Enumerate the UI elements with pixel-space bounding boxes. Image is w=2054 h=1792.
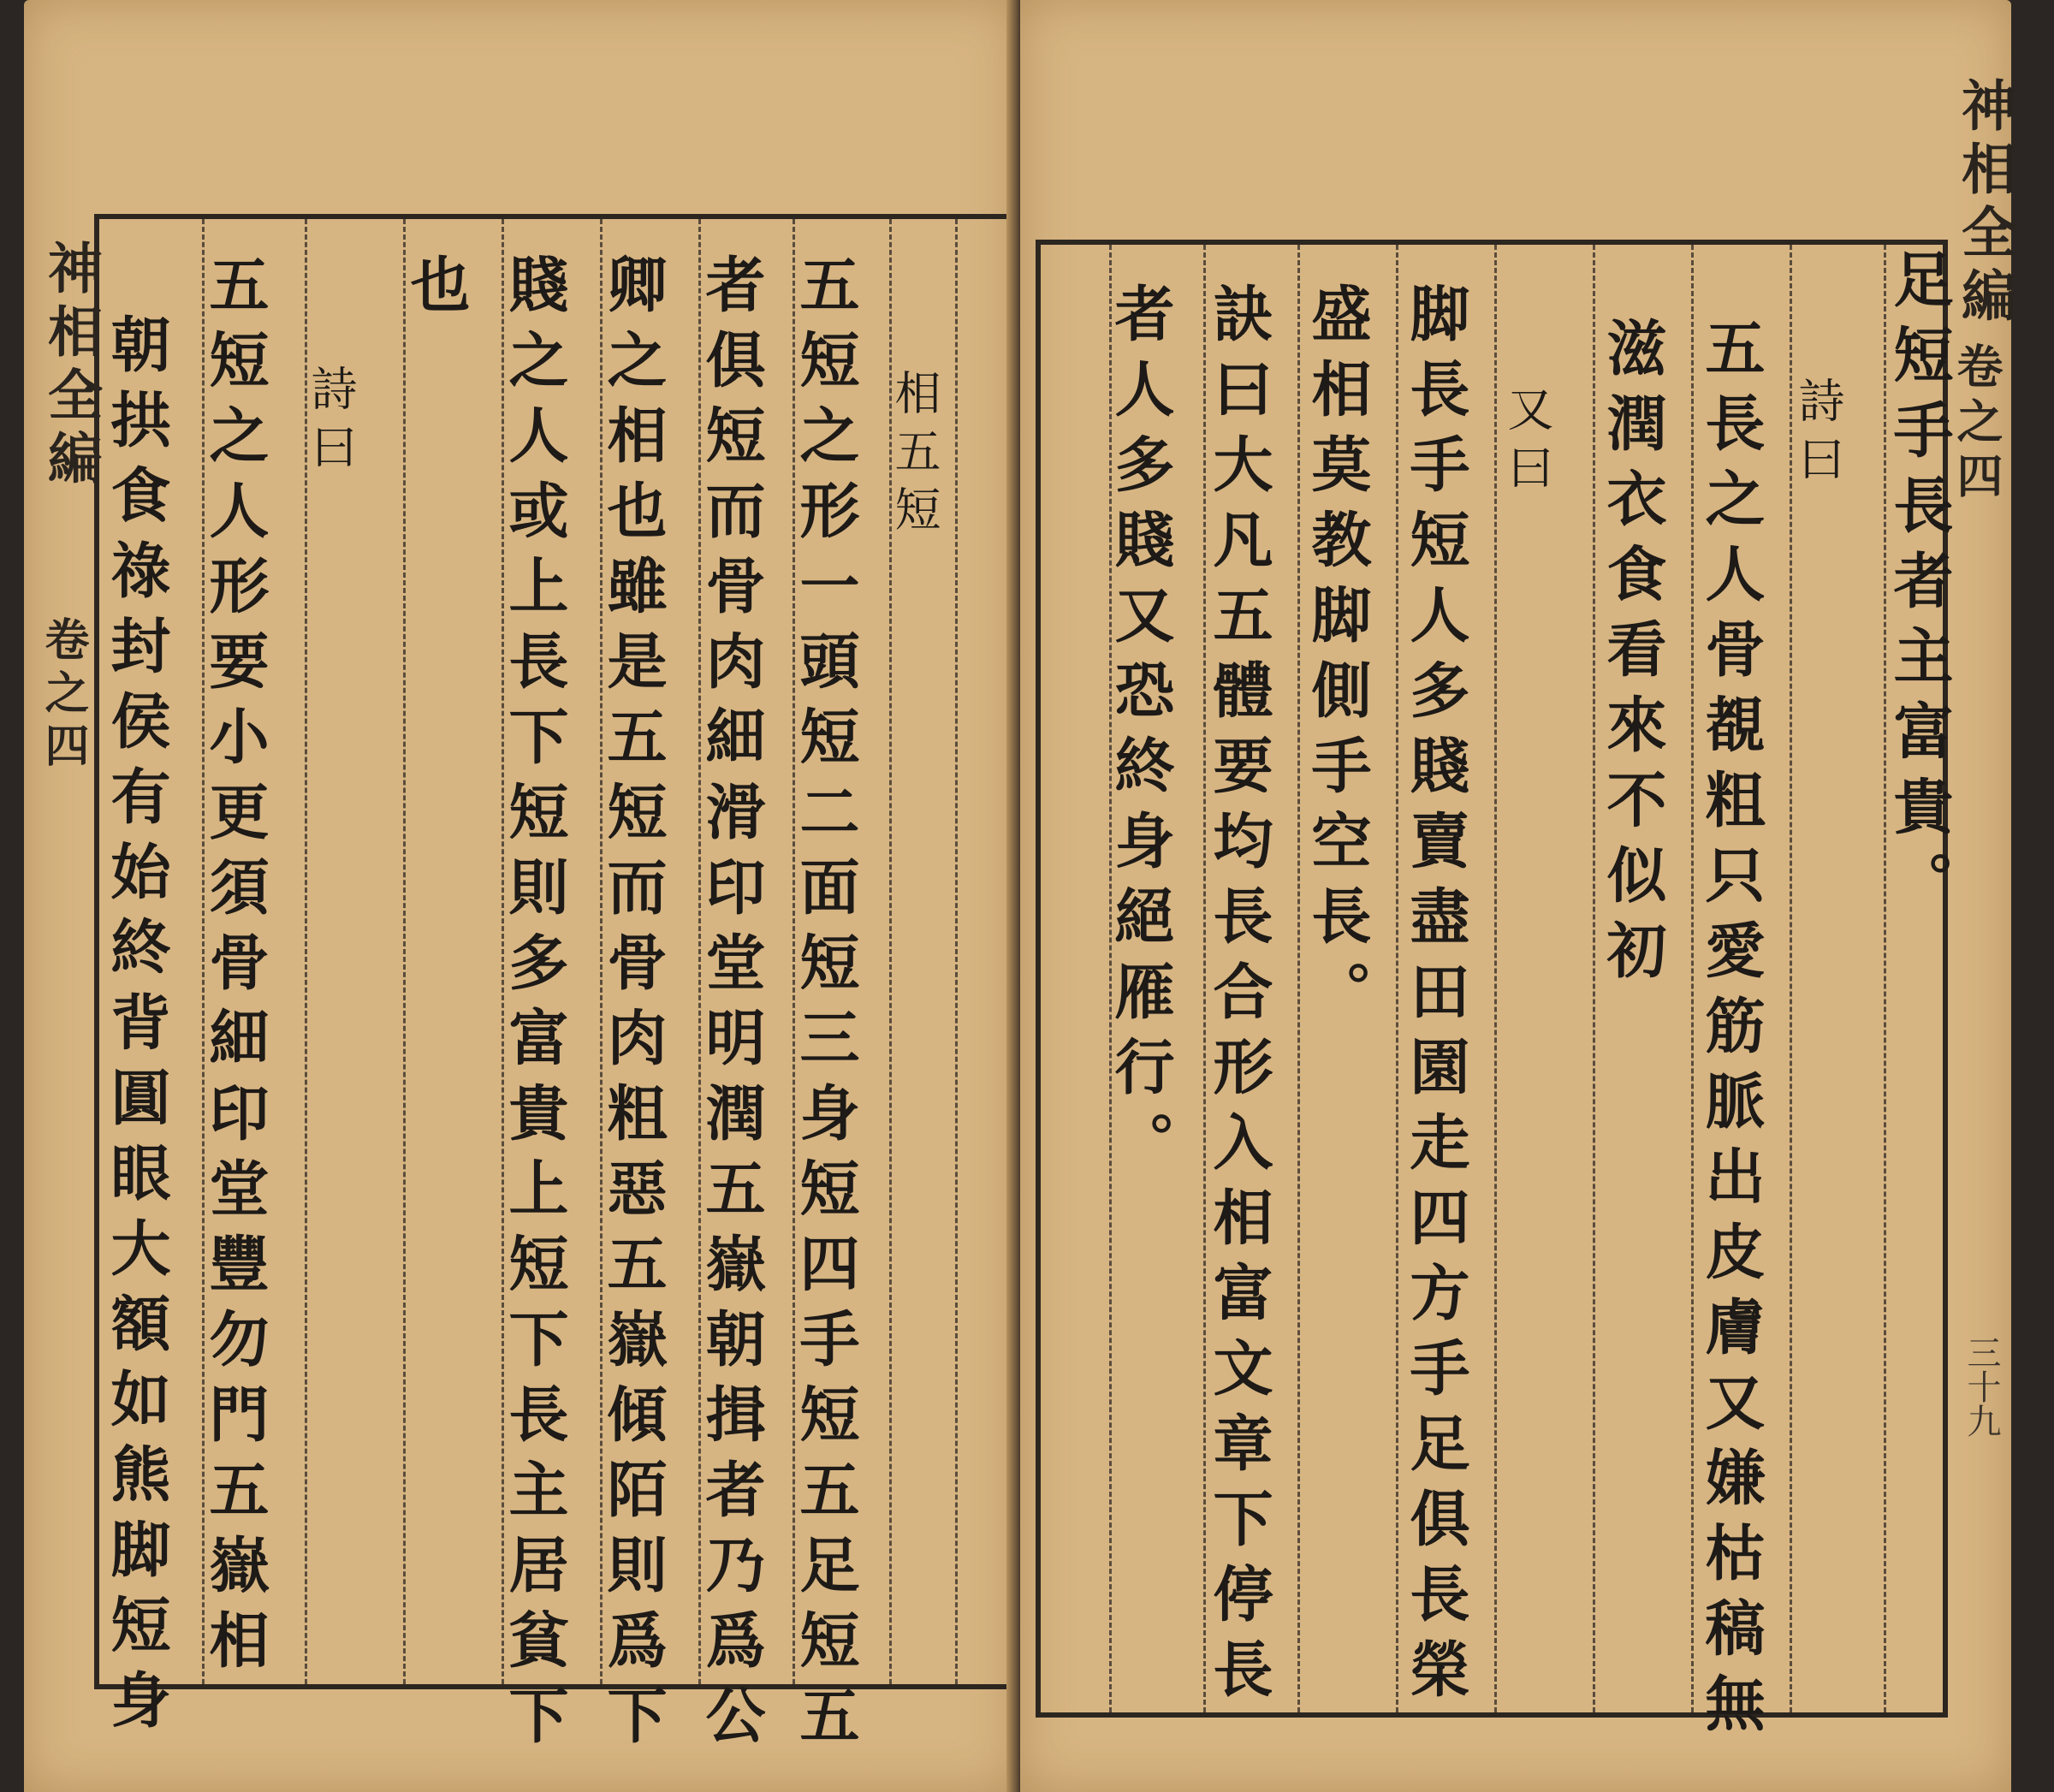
right-shiyue-heading: 詩曰: [1791, 377, 1845, 493]
left-page: [24, 0, 1017, 1792]
left-text-frame: [94, 214, 1020, 1759]
right-column-0: 足短手長者主富貴。: [1884, 248, 1955, 926]
left-column-5: 也: [401, 253, 472, 329]
right-youyue-heading: 又曰: [1500, 385, 1554, 501]
left-column-2: 者俱短而骨肉細滑印堂明潤五嶽朝揖者乃爲公: [696, 253, 767, 1759]
right-column-6: 盛相莫教脚側手空長。: [1302, 282, 1373, 1035]
right-column-3: 滋潤衣食看來不似初: [1597, 317, 1668, 994]
right-page-number: 三十九: [1962, 1335, 2001, 1438]
right-column-7: 訣曰大凡五體要均長合形入相富文章下停長: [1203, 282, 1274, 1713]
right-column-5: 脚長手短人多賤賣盡田園走四方手足俱長榮: [1400, 282, 1471, 1713]
right-column-8: 者人多賤又恐終身絕雁行。: [1105, 282, 1176, 1186]
left-column-1: 五短之形一頭短二面短三身短四手短五足短五: [790, 253, 861, 1759]
right-margin-title: 神相全編: [1952, 77, 2016, 330]
right-page: [1020, 0, 2016, 1792]
left-shiyue-heading: 詩曰: [304, 365, 358, 481]
left-margin-title: 神相全編: [39, 240, 103, 493]
right-margin-volume: 卷之四: [1950, 342, 2004, 507]
left-margin-volume: 卷之四: [37, 616, 89, 775]
left-column-4: 賤之人或上長下短則多富貴上短下長主居貧下: [499, 253, 570, 1759]
left-heading-xiangwuduan: 相五短: [887, 369, 941, 543]
left-column-7: 五短之人形要小更須骨細印堂豐勿門五嶽相: [199, 253, 270, 1684]
left-column-8: 朝拱食祿封侯有始終背圓眼大額如熊脚短身: [101, 313, 172, 1744]
left-column-3: 卿之相也雖是五短而骨肉粗惡五嶽傾陌則爲下: [597, 253, 668, 1759]
right-column-2: 五長之人骨覩粗只愛筋脈出皮膚又嫌枯稿無: [1695, 317, 1766, 1747]
